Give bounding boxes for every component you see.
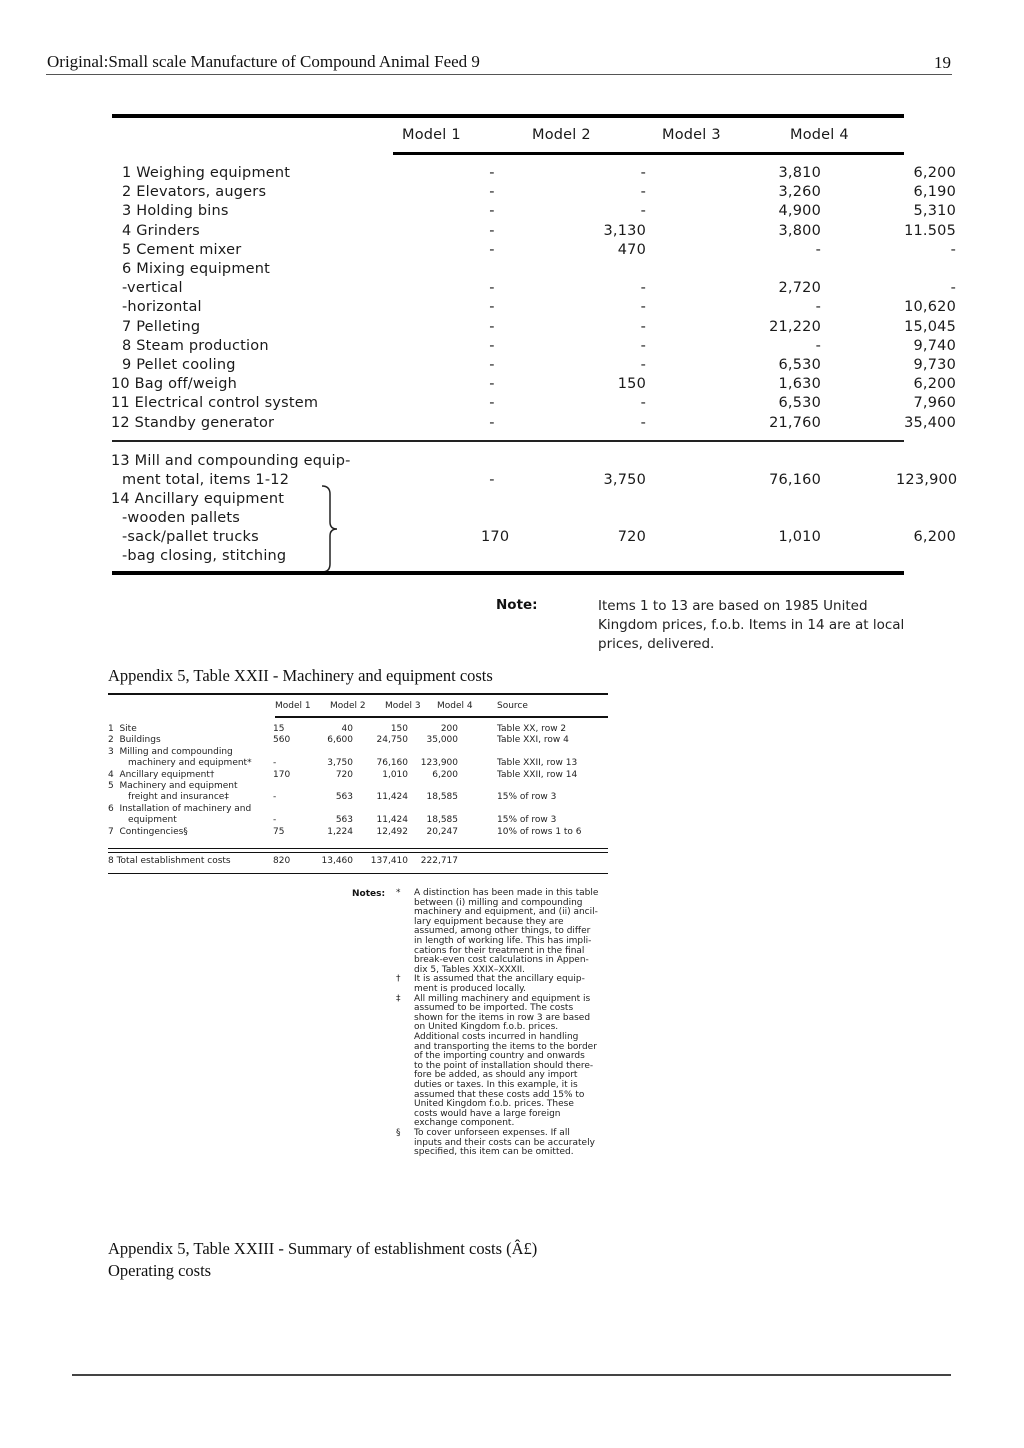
column-header-model-4: Model 4 [790,127,849,143]
cell-model-3: 1,630 [778,376,821,393]
cell-model-4: 10,620 [904,299,956,316]
cell-model-3: 21,760 [769,414,821,431]
row-label: 6 Installation of machinery and [108,803,252,814]
footnote-line: lary equipment because they are [414,916,564,927]
column-header-model-1: Model 1 [275,701,311,711]
footnote-mark: § [396,1128,401,1138]
row-label: -wooden pallets [122,510,241,526]
header-rule [393,152,904,155]
cell-model-4: 7,960 [913,395,956,412]
table-row-total-values [111,472,958,491]
cell-model-2: 3,750 [327,758,353,769]
cell-model-3: 11,424 [376,815,408,826]
note-text: Items 1 to 13 are based on 1985 United Kingdom prices, f.o.b. Items in 14 are at local prices, delivered. [598,598,905,652]
table-row [108,827,608,838]
page-header-title: Original:Small scale Manufacture of Compound Animal Feed 9 [47,52,480,71]
cell-model-1: - [489,222,495,239]
cell-model-4: 6,200 [913,165,956,181]
footnote-line: to the point of installation should there- [414,1060,594,1071]
row-label: 14 Ancillary equipment [111,491,285,507]
cell-model-2: - [640,395,646,412]
cell-model-4: 123,900 [896,472,958,488]
cell-model-2: 563 [335,792,353,803]
cell-model-4: 18,585 [426,815,458,826]
table-row [111,337,956,357]
cell-model-4: 6,190 [913,184,956,201]
section-heading-operating-costs: Operating costs [108,1261,212,1280]
cell-model-3: 76,160 [769,472,821,488]
footnote-line: between (i) milling and compounding [414,897,583,908]
cell-model-2: 720 [335,769,353,780]
cell-model-4: - [950,280,956,297]
cell-model-2: - [640,414,646,431]
table-row-total [108,856,608,867]
table-row [108,781,608,792]
cell-model-1: - [489,299,495,316]
table-row [111,203,956,222]
row-label: 10 Bag off/weigh [111,376,238,393]
footnote-line: All milling machinery and equipment is [414,993,591,1004]
row-label: 3 Milling and compounding [108,746,233,757]
row-label: 13 Mill and compounding equip- [111,453,351,469]
footnote-line: fore be added, as should any import [414,1070,578,1081]
row-label: 2 Elevators, augers [122,184,267,201]
cell-source: 15% of row 3 [497,815,557,826]
row-label: 8 Steam production [122,337,269,354]
row-label: 8 Total establishment costs [108,856,231,866]
cell-model-2: 3,750 [603,472,646,488]
cell-model-4: 6,200 [432,769,458,780]
cell-model-2: 3,130 [603,222,646,239]
cell-model-1: - [489,472,495,488]
table-row-ancillary-item [111,548,891,567]
footnote-line: assumed to be imported. The costs [414,1003,574,1014]
table-row-ancillary-item [111,529,956,548]
cell-model-2: - [640,280,646,297]
page-number: 19 [934,53,951,72]
cell-model-2: 13,460 [321,856,353,866]
row-label: 1 Weighing equipment [122,165,291,181]
table-row [108,804,608,815]
cell-model-1: 560 [273,735,291,746]
row-label: 11 Electrical control system [111,395,319,412]
row-label: machinery and equipment* [108,758,252,769]
cell-model-1: - [489,165,495,181]
cell-model-2: 1,224 [327,826,353,837]
cell-model-4: 123,900 [420,758,458,769]
footnote-line: and transporting the items to the border [414,1041,597,1052]
row-label: -bag closing, stitching [122,548,287,564]
cell-model-3: 150 [390,724,408,734]
footnote-line: machinery and equipment, and (ii) ancil- [414,907,598,918]
section-rule [112,440,904,442]
table-row [111,241,956,261]
footnote-line: of the importing country and onwards [414,1051,585,1062]
cell-model-3: 3,800 [778,222,821,239]
cell-model-4: 200 [440,724,458,734]
footnote-line: cations for their treatment in the final [414,945,585,956]
column-header-model-2: Model 2 [532,127,591,143]
column-header-model-4: Model 4 [437,701,473,711]
footnote-line: Additional costs incurred in handling [414,1031,579,1042]
cell-model-1: 15 [273,724,285,734]
table-row [111,299,956,318]
footnote-line: in length of working life. This has impli- [414,935,592,946]
table-row [108,735,608,746]
footnote-line: specified, this item can be omitted. [414,1147,574,1158]
footnote-line: assumed that these costs add 15% to [414,1089,585,1100]
cell-model-3: 3,810 [778,165,821,181]
cell-model-2: 563 [335,815,353,826]
cell-model-1: - [273,815,277,826]
cell-model-1: 820 [273,856,291,866]
footnote-line: inputs and their costs can be accurately [414,1137,595,1148]
cell-model-4: 9,730 [913,357,956,373]
cell-model-1: - [273,758,277,769]
cell-model-1: - [273,792,277,803]
cell-model-4: 6,200 [913,529,956,545]
cell-model-1: 170 [481,529,510,545]
table-row [108,724,608,735]
cell-model-1: - [489,241,495,258]
column-header-model-1: Model 1 [402,127,461,143]
table-row [111,395,956,414]
table-top-rule [112,114,904,118]
cell-model-2: 720 [617,529,646,545]
cell-source: 15% of row 3 [497,792,557,803]
cell-model-4: 5,310 [913,203,956,220]
cell-source: Table XXII, row 13 [497,758,578,769]
table-bottom-rule [112,571,904,575]
footnote-line: on United Kingdom f.o.b. prices. [414,1022,559,1033]
table-row [108,770,608,781]
cell-model-2: 40 [341,724,353,734]
footnote-line: United Kingdom f.o.b. prices. These [414,1099,574,1110]
cell-model-3: - [815,337,821,354]
footnote-line: To cover unforseen expenses. If all [414,1128,570,1138]
cell-model-2: - [640,184,646,201]
footnote-mark: * [396,888,401,898]
cell-model-2: - [640,203,646,220]
cell-model-3: 137,410 [370,856,408,866]
cell-source: 10% of rows 1 to 6 [497,826,582,837]
table-row [111,261,891,280]
cell-model-3: 2,720 [778,280,821,297]
cell-model-1: 75 [273,826,285,837]
footnote-line: duties or taxes. In this example, it is [414,1079,578,1090]
cell-model-2: - [640,337,646,354]
cell-model-1: - [489,414,495,431]
table-row [108,758,608,769]
table-row [111,165,956,184]
cell-model-4: 6,200 [913,376,956,393]
footnote-line: assumed, among other things, to differ [414,926,591,937]
footnote-mark: ‡ [396,993,401,1004]
cell-model-1: - [489,184,495,201]
notes-label: Notes: [352,889,386,899]
table-row-total [111,453,891,472]
brace-icon [320,484,340,574]
cell-model-2: - [640,357,646,373]
cell-model-1: 170 [273,769,291,780]
cell-model-3: 24,750 [376,735,408,746]
footnote-line: dix 5, Tables XXIX–XXXII. [414,964,525,975]
table-bottom-rule [108,873,608,874]
footnote-text [414,975,614,994]
column-header-model-2: Model 2 [330,701,366,711]
cell-source: Table XXI, row 4 [497,735,569,746]
row-label: -horizontal [122,299,202,316]
cell-model-4: 35,400 [904,414,956,431]
row-label: -sack/pallet trucks [122,529,259,545]
header-rule [275,716,608,718]
cell-model-3: 1,010 [778,529,821,545]
footnote-line: costs would have a large foreign [414,1108,561,1119]
table-row [111,184,956,203]
row-label: equipment [108,815,177,826]
row-label: 7 Pelleting [122,318,201,335]
table-row [111,280,956,299]
cell-model-1: - [489,357,495,373]
note-label: Note: [496,597,538,613]
cell-model-1: - [489,337,495,354]
cell-model-2: 150 [617,376,646,393]
header-divider [46,74,952,75]
cell-model-4: 20,247 [426,826,458,837]
cell-model-3: 76,160 [376,758,408,769]
cell-model-4: - [950,241,956,258]
cell-model-2: - [640,318,646,335]
table-row-ancillary [111,491,891,510]
cell-model-3: 21,220 [769,318,821,335]
row-label: 2 Buildings [108,735,161,746]
cell-model-2: 6,600 [327,735,353,746]
table-row [111,357,956,376]
table-row [108,747,608,758]
cell-model-3: - [815,299,821,316]
table-row-ancillary-item [111,510,891,529]
table-row [111,414,956,434]
cell-model-3: 4,900 [778,203,821,220]
cell-model-2: 470 [617,241,646,258]
row-label: 4 Ancillary equipment† [108,769,215,780]
cell-model-1: - [489,376,495,393]
column-header-source: Source [497,701,528,711]
cell-source: Table XXII, row 14 [497,769,578,780]
table-row [111,318,956,338]
footnote-line: ment is produced locally. [414,983,527,994]
cell-model-3: 1,010 [382,769,408,780]
cell-model-3: - [815,241,821,258]
column-header-model-3: Model 3 [662,127,721,143]
row-label: freight and insurance‡ [108,792,229,803]
cell-model-3: 11,424 [376,792,408,803]
footnote-line: exchange component. [414,1118,515,1129]
cell-model-3: 3,260 [778,184,821,201]
cell-model-4: 222,717 [420,856,458,866]
cell-model-2: - [640,165,646,181]
row-label: 12 Standby generator [111,414,275,431]
row-label: ment total, items 1-12 [122,472,290,488]
row-label: 1 Site [108,724,137,734]
cell-model-3: 6,530 [778,395,821,412]
cell-model-1: - [489,203,495,220]
row-label: 7 Contingencies§ [108,826,188,837]
cell-source: Table XX, row 2 [497,724,567,734]
cell-model-4: 15,045 [904,318,956,335]
footnote-line: It is assumed that the ancillary equip- [414,974,585,985]
footnote-text [414,1129,614,1158]
table-top-rule [108,693,608,695]
table-caption-xxii: Appendix 5, Table XXII - Machinery and equipment costs [108,666,493,685]
cell-model-4: 18,585 [426,792,458,803]
row-label: -vertical [122,280,183,297]
total-double-rule [108,848,608,853]
row-label: 6 Mixing equipment [122,261,271,277]
cell-model-4: 11.505 [904,222,956,239]
footnote-text [414,889,614,975]
row-label: 4 Grinders [122,222,200,239]
row-label: 9 Pellet cooling [122,357,236,373]
footnote-mark: † [396,974,401,985]
row-label: 5 Machinery and equipment [108,781,238,791]
footnote-line: shown for the items in row 3 are based [414,1012,591,1023]
table-row [111,376,956,395]
table-header-row [108,701,608,712]
cell-model-3: 6,530 [778,357,821,373]
column-header-model-3: Model 3 [385,701,421,711]
footnote-text [414,995,614,1129]
table-row [111,222,956,242]
row-label: 3 Holding bins [122,203,229,220]
footnote-line: break-even cost calculations in Appen- [414,955,589,966]
footnote-line: A distinction has been made in this table [414,888,599,898]
footer-divider [72,1374,951,1376]
cell-model-1: - [489,395,495,412]
table-caption-xxiii: Appendix 5, Table XXIII - Summary of establishment costs (Â£) [108,1239,538,1258]
cell-model-4: 9,740 [913,337,956,354]
table-row [108,815,608,826]
cell-model-1: - [489,318,495,335]
cell-model-2: - [640,299,646,316]
cell-model-1: - [489,280,495,297]
table-row [108,792,608,803]
cell-model-3: 12,492 [376,826,408,837]
cell-model-4: 35,000 [426,735,458,746]
row-label: 5 Cement mixer [122,241,242,258]
